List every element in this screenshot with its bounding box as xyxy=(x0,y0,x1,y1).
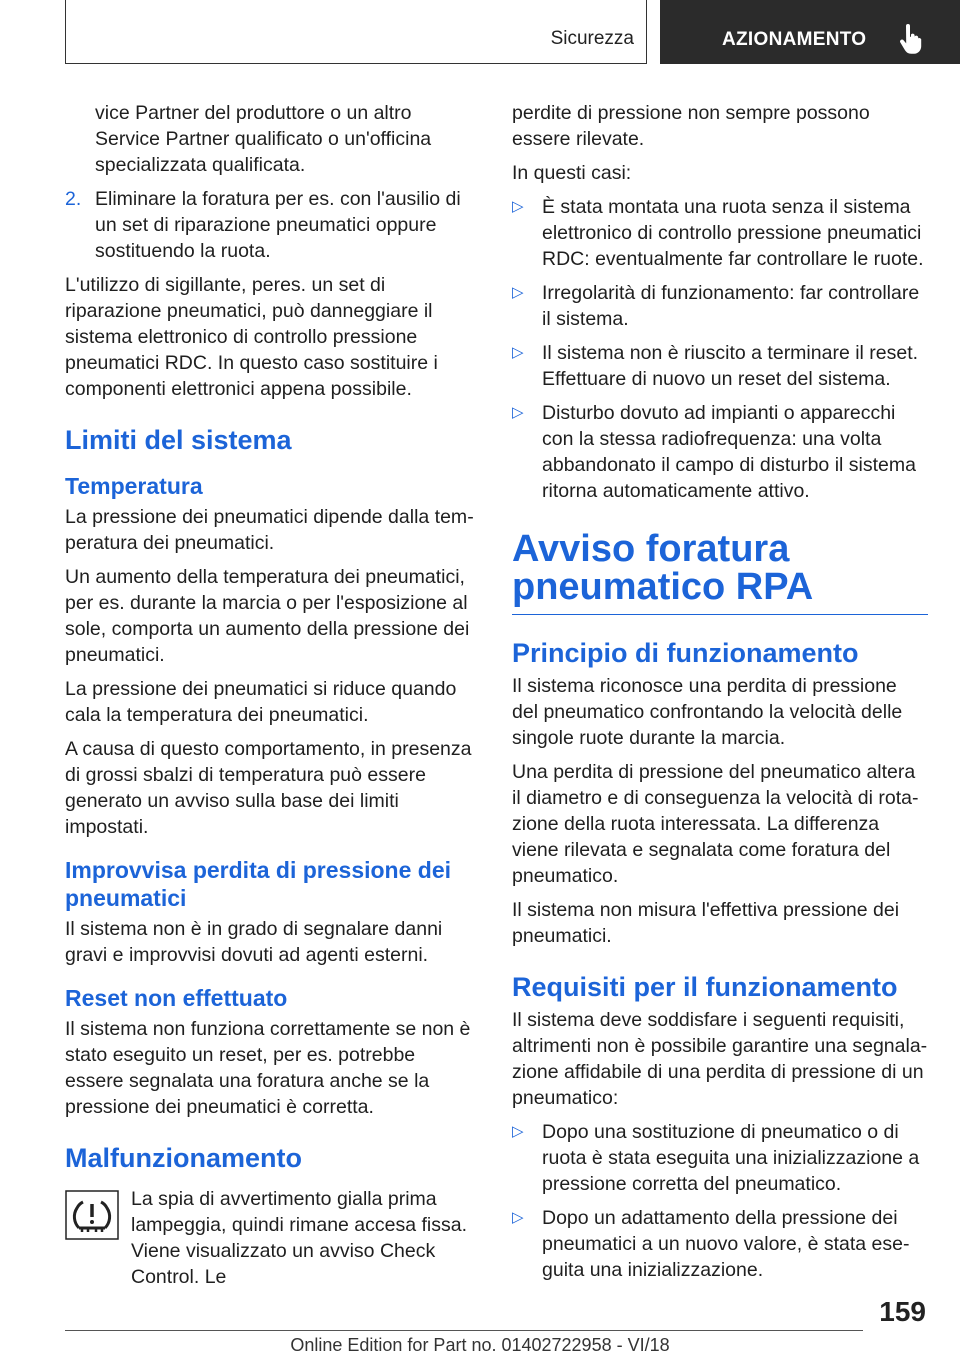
tire-pressure-warning-icon xyxy=(65,1190,119,1240)
list-item-text: Disturbo dovuto ad impianti o apparecchi con la stessa radiofrequenza: una volta abbandonato il campo di disturbo il sistema ritorna automaticamente attivo. xyxy=(542,402,916,502)
heading-temperature: Temperatura xyxy=(65,473,203,499)
paragraph-requirements: Il sistema deve soddisfare i seguenti requisiti, altrimenti non è possibile garantire una segnalazione affidabile di una perdita di pressione di un pneumatico: xyxy=(512,1009,928,1109)
triangle-bullet-icon: ▷ xyxy=(512,284,524,301)
cases-list xyxy=(512,194,928,504)
paragraph-reset: Il sistema non funziona correttamente se non è stato eseguito un reset, per es. potrebbe essere segnalata una foratura anche se la pressione dei pneumatici è corretta. xyxy=(65,1018,471,1118)
triangle-bullet-icon: ▷ xyxy=(512,1209,524,1226)
paragraph-principle-3: Il sistema non misura l'effettiva pressione dei pneumatici. xyxy=(512,899,900,947)
footer-edition: Online Edition for Part no. 01402722958 - VI/18 xyxy=(290,1335,670,1355)
paragraph-temperature-3: La pressione dei pneumatici si riduce quando cala la temperatura dei pneumatici. xyxy=(65,678,457,726)
list-item xyxy=(512,400,928,504)
header-chapter-box xyxy=(660,0,960,64)
requirements-list xyxy=(512,1119,928,1283)
triangle-bullet-icon: ▷ xyxy=(512,198,524,215)
header-section-box xyxy=(65,0,647,64)
list-item xyxy=(512,1205,928,1283)
paragraph-malfunction: La spia di avvertimento gialla prima lampeggia, quindi rimane accesa fissa. Viene visualizzato un avviso Check Control. Le xyxy=(131,1188,468,1288)
heading-reset-not-done: Reset non effettuato xyxy=(65,985,288,1011)
list-item-text: Dopo un adattamento della pressione dei pneumatici a un nuovo valore, è stata eseguita una inizializzazione. xyxy=(542,1207,910,1281)
left-column xyxy=(65,100,479,1298)
heading-system-limits: Limiti del sistema xyxy=(65,425,292,455)
list-item xyxy=(512,280,928,332)
header-section-label: Sicurezza xyxy=(550,28,634,49)
step-text: Eliminare la foratura per es. con l'ausilio di un set di riparazione pneumatici oppure sostituendo la ruota. xyxy=(95,188,461,262)
list-item xyxy=(512,194,928,272)
triangle-bullet-icon: ▷ xyxy=(512,1123,524,1140)
paragraph-temperature-2: Un aumento della temperatura dei pneumatici, per es. durante la marcia o per l'esposizione al sole, comporta un aumento della pressione dei pneumatici. xyxy=(65,566,470,666)
right-column xyxy=(512,100,928,1291)
paragraph-principle-1: Il sistema riconosce una perdita di pressione del pneumatico confrontando la velocità delle singole ruote durante la marcia. xyxy=(512,675,903,749)
list-item-text: Irregolarità di funzionamento: far controllare il sistema. xyxy=(542,282,920,330)
continued-paragraph-right: perdite di pressione non sempre possono essere rilevate. xyxy=(512,102,870,150)
footer-divider xyxy=(65,1330,863,1331)
heading-rpa: Avviso foratura pneumatico RPA xyxy=(512,530,928,615)
list-item-text: Il sistema non è riuscito a terminare il reset. Effettuare di nuovo un reset del sistema. xyxy=(542,342,919,390)
step-number: 2. xyxy=(65,188,82,210)
list-item xyxy=(512,1119,928,1197)
continued-paragraph: vice Partner del produttore o un altro Service Partner qualificato o un'officina specializzata qualificata. xyxy=(95,102,432,176)
paragraph-sealant: L'utilizzo di sigillante, peres. un set di riparazione pneumatici, può danneggiare il sistema elettronico di controllo pressione pneumatici RDC. In questo caso sostituire i componenti elettronici appena possibile. xyxy=(65,274,438,400)
heading-requirements: Requisiti per il funzionamento xyxy=(512,972,898,1002)
paragraph-temperature-1: La pressione dei pneumatici dipende dalla temperatura dei pneumatici. xyxy=(65,506,474,554)
list-item-text: È stata montata una ruota senza il sistema elettronico di controllo pressione pneumatici RDC: eventualmente far controllare le ruote. xyxy=(542,196,924,270)
page-number: 159 xyxy=(879,1296,926,1327)
list-item-step-2 xyxy=(65,186,479,264)
malfunction-block xyxy=(65,1186,479,1290)
triangle-bullet-icon: ▷ xyxy=(512,344,524,361)
heading-malfunction: Malfunzionamento xyxy=(65,1143,302,1173)
paragraph-sudden-loss: Il sistema non è in grado di segnalare danni gravi e improvvisi dovuti ad agenti esterni. xyxy=(65,918,443,966)
heading-principle: Principio di funzionamento xyxy=(512,638,859,668)
cases-intro: In questi casi: xyxy=(512,162,632,184)
paragraph-principle-2: Una perdita di pressione del pneumatico altera il diametro e di conseguenza la velocità di rotazione della ruota interessata. La differenza viene rilevata e segnalata come foratura del pneumatico. xyxy=(512,761,919,887)
list-item xyxy=(512,340,928,392)
hand-pointer-icon xyxy=(896,24,922,54)
triangle-bullet-icon: ▷ xyxy=(512,404,524,421)
paragraph-temperature-4: A causa di questo comportamento, in presenza di grossi sbalzi di temperatura può essere generato un avviso sulla base dei limiti impostati. xyxy=(65,738,472,838)
list-item-text: Dopo una sostituzione di pneumatico o di ruota è stata eseguita una inizializzazione a pressione corretta del pneumatico. xyxy=(542,1121,920,1195)
header-chapter-label: AZIONAMENTO xyxy=(722,29,867,50)
heading-sudden-pressure-loss: Improvvisa perdita di pressione dei pneumatici xyxy=(65,857,452,911)
